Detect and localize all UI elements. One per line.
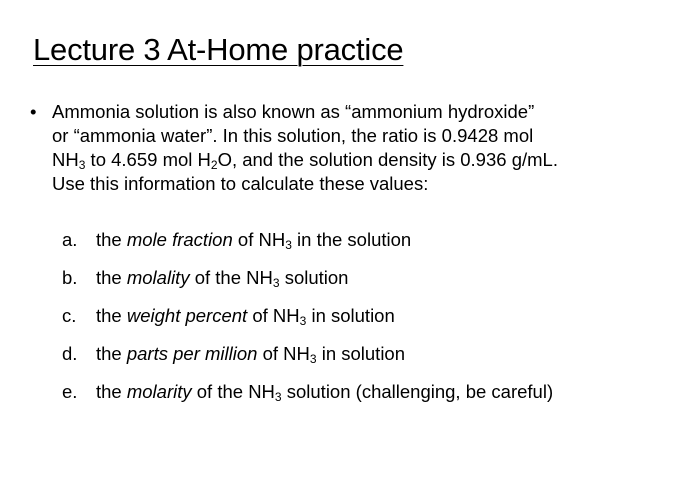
list-item-pre: the [96, 343, 127, 364]
list-item [62, 342, 682, 380]
list-item-letter: a. [62, 229, 78, 250]
list-item-mid: of NH [247, 305, 300, 326]
list-item [62, 228, 682, 266]
list-item-pre: the [96, 267, 127, 288]
list-item-pre: the [96, 305, 127, 326]
list-item-mid: of NH [232, 229, 286, 250]
list-item-letter: b. [62, 267, 78, 288]
list-item-emphasis: weight percent [126, 305, 248, 326]
list-item-subscript: 3 [309, 352, 317, 366]
list-item-subscript: 3 [285, 238, 292, 252]
list-item-pre: the [96, 381, 127, 402]
list-item-mid: of the NH [191, 381, 275, 402]
question-list [62, 228, 682, 418]
list-item-mid: of NH [257, 343, 310, 364]
list-item-emphasis: molarity [126, 381, 192, 402]
list-item-text [96, 380, 553, 404]
list-item [62, 380, 682, 418]
bullet-line-2: or “ammonia water”. In this solution, the ratio is 0.9428 mol [52, 125, 534, 146]
list-item-emphasis: parts per million [126, 343, 258, 364]
bullet-line-1: Ammonia solution is also known as “ammonium hydroxide” [52, 101, 535, 122]
list-item-pre: the [96, 229, 127, 250]
list-item-emphasis: molality [126, 267, 190, 288]
list-item-text [96, 304, 395, 328]
list-item-letter: c. [62, 305, 77, 326]
slide-title: Lecture 3 At-Home practice [33, 32, 404, 67]
list-item-post: solution (challenging, be careful) [281, 381, 554, 402]
bullet-line-3-subscript-2: 2 [210, 158, 218, 172]
list-item-subscript: 3 [274, 390, 282, 404]
list-item-letter: d. [62, 343, 78, 364]
list-item-letter: e. [62, 381, 78, 402]
list-item [62, 266, 682, 304]
bullet-line-3-part-b: to 4.659 mol H [85, 149, 211, 170]
list-item-text [96, 228, 411, 252]
list-item-post: solution [279, 267, 349, 288]
list-item [62, 304, 682, 342]
list-item-subscript: 3 [272, 276, 280, 290]
bullet-paragraph [30, 100, 670, 196]
list-item-emphasis: mole fraction [126, 229, 233, 250]
bullet-line-3-subscript-1: 3 [78, 158, 86, 172]
bullet-line-3 [52, 148, 670, 172]
bullet-line-4: Use this information to calculate these values: [52, 173, 429, 194]
list-item-post: in the solution [291, 229, 412, 250]
bullet-line-3-part-c: O, and the solution density is 0.936 g/mL. [217, 149, 558, 170]
bullet-line-3-part-a: NH [52, 149, 79, 170]
list-item-text [96, 266, 348, 290]
bullet-marker: • [30, 101, 37, 122]
list-item-subscript: 3 [299, 314, 307, 328]
list-item-post: in solution [306, 305, 395, 326]
bullet-text [52, 100, 670, 196]
list-item-text [96, 342, 405, 366]
list-item-post: in solution [316, 343, 406, 364]
list-item-mid: of the NH [189, 267, 273, 288]
